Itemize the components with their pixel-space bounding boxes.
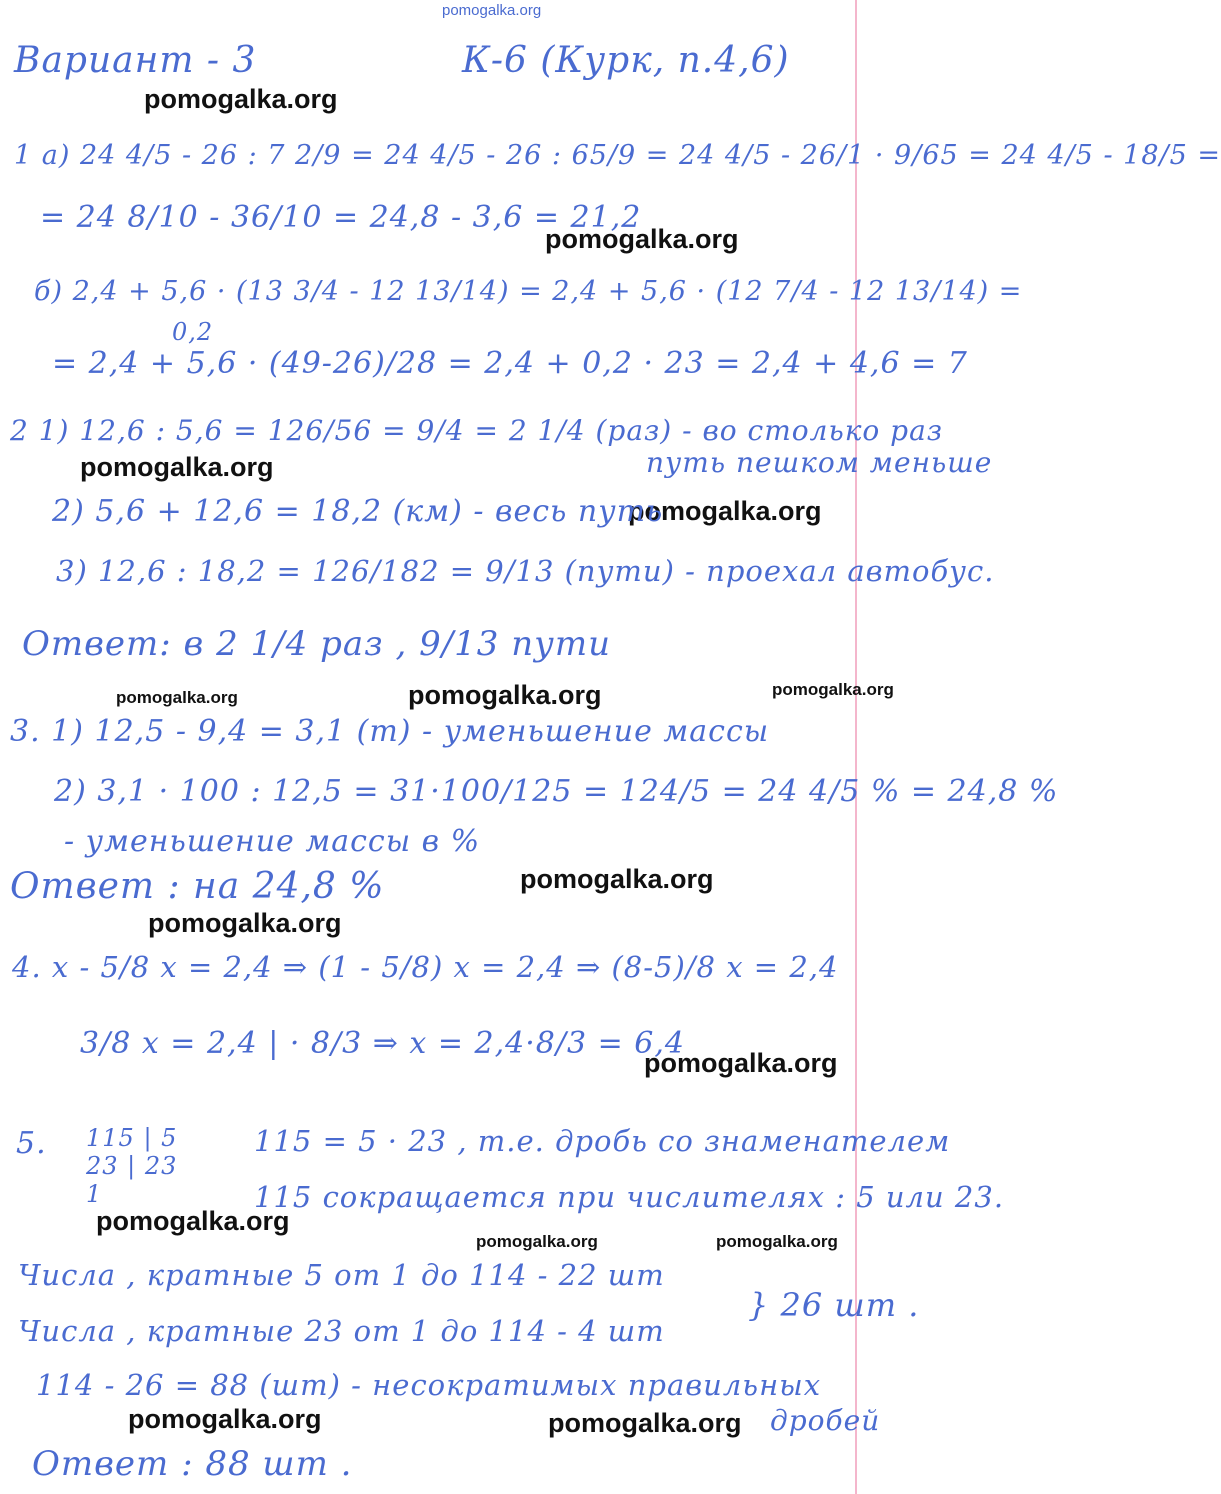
watermark: pomogalka.org xyxy=(545,224,739,254)
task2-line2: 2) 5,6 + 12,6 = 18,2 (км) - весь путь xyxy=(52,494,664,529)
watermark: pomogalka.org xyxy=(128,1404,322,1434)
watermark-top: pomogalka.org xyxy=(442,2,542,19)
watermark: pomogalka.org xyxy=(476,1232,598,1251)
task5-brace-total: } 26 шт . xyxy=(748,1286,920,1324)
task5-line2: 115 сокращается при числителях : 5 или 23. xyxy=(254,1180,1005,1214)
watermark: pomogalka.org xyxy=(772,680,894,699)
task5-answer: Ответ : 88 шт . xyxy=(32,1444,353,1484)
watermark: pomogalka.org xyxy=(96,1206,290,1236)
task1-a-line2: = 24 8/10 - 36/10 = 24,8 - 3,6 = 21,2 xyxy=(40,200,642,235)
task5-divisor-row3: 1 xyxy=(86,1180,103,1208)
task5-divisor-row2: 23 | 23 xyxy=(86,1152,178,1180)
task4-line2: 3/8 x = 2,4 | · 8/3 ⇒ x = 2,4·8/3 = 6,4 xyxy=(80,1026,685,1061)
watermark: pomogalka.org xyxy=(408,680,602,710)
task2-line3: 3) 12,6 : 18,2 = 126/182 = 9/13 (пути) - проехал автобус. xyxy=(56,554,995,588)
task1-b-line2: = 2,4 + 5,6 · (49-26)/28 = 2,4 + 0,2 · 23 = 2,4 + 4,6 = 7 xyxy=(52,346,968,381)
task2-answer: Ответ: в 2 1/4 раз , 9/13 пути xyxy=(22,624,612,664)
watermark: pomogalka.org xyxy=(144,84,338,114)
task5-line5b: дробей xyxy=(770,1404,881,1437)
task5-line3: Числа , кратные 5 от 1 до 114 - 22 шт xyxy=(18,1258,665,1292)
work-title: К-6 (Курк, п.4,6) xyxy=(462,40,790,81)
task5-line4: Числа , кратные 23 от 1 до 114 - 4 шт xyxy=(18,1314,665,1348)
watermark: pomogalka.org xyxy=(520,864,714,894)
watermark: pomogalka.org xyxy=(116,688,238,707)
task5-number: 5. xyxy=(16,1126,47,1161)
task2-line1: 2 1) 12,6 : 5,6 = 126/56 = 9/4 = 2 1/4 (раз) - во столько раз xyxy=(10,414,944,447)
variant-title: Вариант - 3 xyxy=(14,40,257,81)
task5-line1: 115 = 5 · 23 , т.е. дробь со знаменателем xyxy=(254,1124,951,1158)
task1-b-line1: б) 2,4 + 5,6 · (13 3/4 - 12 13/14) = 2,4 + 5,6 · (12 7/4 - 12 13/14) = xyxy=(34,276,1023,307)
task3-line2: 2) 3,1 · 100 : 12,5 = 31·100/125 = 124/5 = 24 4/5 % = 24,8 % xyxy=(54,774,1059,809)
watermark: pomogalka.org xyxy=(80,452,274,482)
task1-a-line1: 1 а) 24 4/5 - 26 : 7 2/9 = 24 4/5 - 26 : 65/9 = 24 4/5 - 26/1 · 9/65 = 24 4/5 - 18/5 = xyxy=(14,140,1221,171)
task3-answer: Ответ : на 24,8 % xyxy=(10,866,385,907)
task1-b-note: 0,2 xyxy=(172,318,214,346)
task3-line1: 3. 1) 12,5 - 9,4 = 3,1 (т) - уменьшение массы xyxy=(10,714,770,749)
watermark: pomogalka.org xyxy=(148,908,342,938)
task5-divisor-row1: 115 | 5 xyxy=(86,1124,178,1152)
task5-line5: 114 - 26 = 88 (шт) - несократимых правильных xyxy=(36,1368,822,1402)
watermark: pomogalka.org xyxy=(644,1048,838,1078)
task3-line3: - уменьшение массы в % xyxy=(64,824,481,859)
watermark: pomogalka.org xyxy=(548,1408,742,1438)
watermark: pomogalka.org xyxy=(628,496,822,526)
task4-line1: 4. x - 5/8 x = 2,4 ⇒ (1 - 5/8) x = 2,4 ⇒ (8-5)/8 x = 2,4 xyxy=(12,950,839,984)
margin-line xyxy=(855,0,857,1494)
task2-line1b: путь пешком меньше xyxy=(646,446,993,479)
watermark: pomogalka.org xyxy=(716,1232,838,1251)
